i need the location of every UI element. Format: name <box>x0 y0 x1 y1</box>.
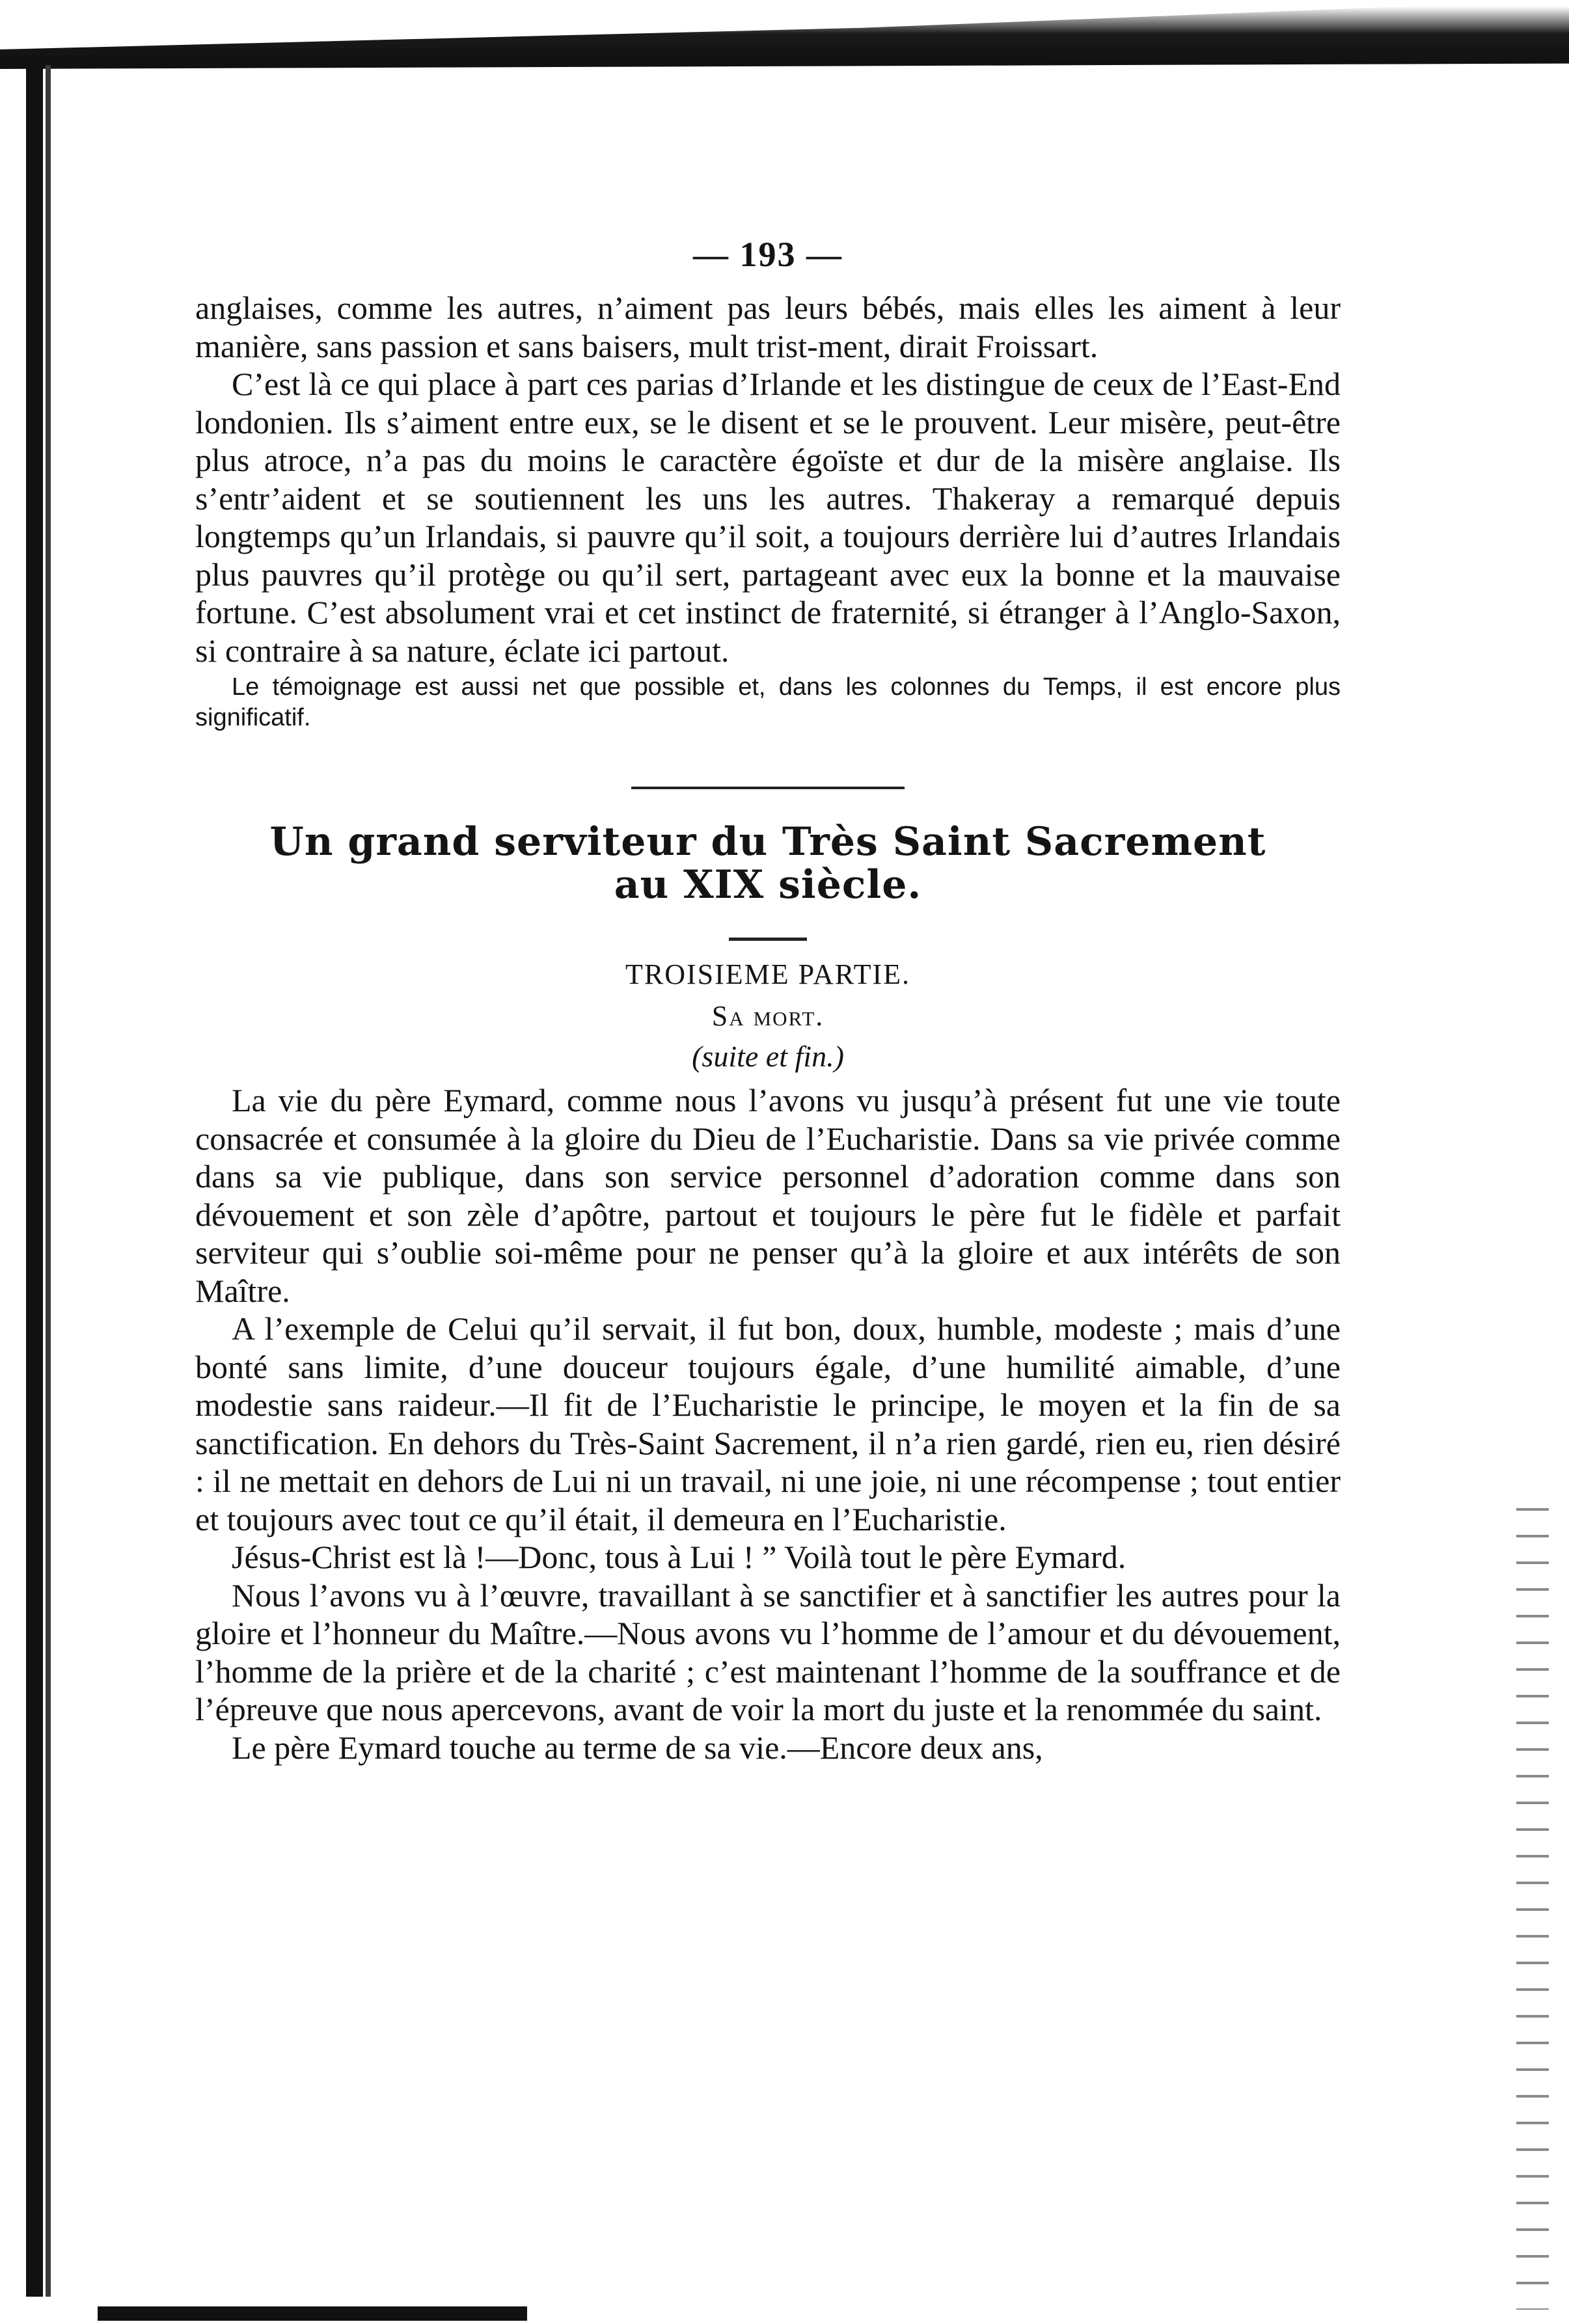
scan-left-binding <box>26 65 43 2297</box>
subsection-title: Sa mort. <box>711 1000 825 1032</box>
headline-rule <box>729 938 807 941</box>
article-paragraph-5: Le père Eymard touche au terme de sa vie.—Encore deux ans, <box>232 1729 1043 1766</box>
article-paragraph-3: Jésus-Christ est là !—Donc, tous à Lui ! ” Voilà tout le père Eymard. <box>232 1539 1126 1575</box>
paragraph-irish-fraternity: C’est là ce qui place à part ces parias d’Irlande et les distingue de ceux de l’East-End londonien. Ils s’aiment entre eux, se le disent et se le prouvent. Leur misère, peut-être plus atroce, n’a pas du moins le caractère égoïste et dur de la misère anglaise. Ils s’entr’aident et se soutiennent les uns les autres. Thakeray a remarqué depuis longtemps qu’un Irlandais, si pauvre qu’il soit, a toujours derrière lui d’autres Irlandais plus pauvres qu’il protège ou qu’il sert, partageant avec eux la bonne et la mauvaise fortune. C’est absolument vrai et cet instinct de fraternité, si étranger à l’Anglo-Saxon, si contraire à sa nature, éclate ici partout. <box>195 366 1341 669</box>
section-divider <box>631 787 905 789</box>
headline-line-2: au XIX siècle. <box>614 862 922 908</box>
document-page <box>195 234 1341 1766</box>
page-number: — 193 — <box>693 235 843 274</box>
paragraph-continued: anglaises, comme les autres, n’aiment pas leurs bébés, mais elles les aiment à leur manière, sans passion et sans baisers, mult trist-ment, dirait Froissart. <box>195 290 1341 364</box>
article-paragraph-2: A l’exemple de Celui qu’il servait, il fut bon, doux, humble, modeste ; mais d’une bonté sans limite, d’une douceur toujours égale, d’une humilité aimable, d’une modestie sans raideur.—Il fit de l’Eucharistie le principe, le moyen et la fin de sa sanctification. En dehors du Très-Saint Sacrement, il n’a rien gardé, rien eu, rien désiré : il ne mettait en dehors de Lui ni un travail, ni une joie, ni une récompense ; tout entier et toujours avec tout ce qu’il était, il demeura en l’Eucharistie. <box>195 1310 1341 1537</box>
scan-top-border <box>0 60 1569 69</box>
continuation-note: (suite et fin.) <box>692 1040 844 1073</box>
headline-line-1: Un grand serviteur du Très Saint Sacrement <box>269 819 1266 865</box>
scan-left-shadow <box>46 65 51 2297</box>
scan-right-speckle <box>1516 1496 1549 2310</box>
scan-bottom-edge <box>98 2306 527 2321</box>
article-paragraph-1: La vie du père Eymard, comme nous l’avons vu jusqu’à présent fut une vie toute consacrée et consumée à la gloire du Dieu de l’Eucharistie. Dans sa vie privée comme dans sa vie publique, dans son service personnel d’adoration comme dans son dévouement et son zèle d’apôtre, partout et toujours le père fut le fidèle et parfait serviteur qui s’oublie soi-même pour ne penser qu’à la gloire et aux intérêts de son Maître. <box>195 1082 1341 1309</box>
scan-top-edge <box>0 0 1569 62</box>
article-headline <box>195 820 1341 906</box>
paragraph-temoignage: Le témoignage est aussi net que possible et, dans les colonnes du Temps, il est encore plus significatif. <box>195 673 1341 731</box>
section-title: TROISIEME PARTIE. <box>625 958 910 990</box>
article-paragraph-4: Nous l’avons vu à l’œuvre, travaillant à se sanctifier et à sanctifier les autres pour la gloire et l’honneur du Maître.—Nous avons vu l’homme de l’amour et du dévouement, l’homme de la prière et de la charité ; c’est maintenant l’homme de la souffrance et de l’épreuve que nous apercevons, avant de voir la mort du juste et la renommée du saint. <box>195 1576 1341 1727</box>
